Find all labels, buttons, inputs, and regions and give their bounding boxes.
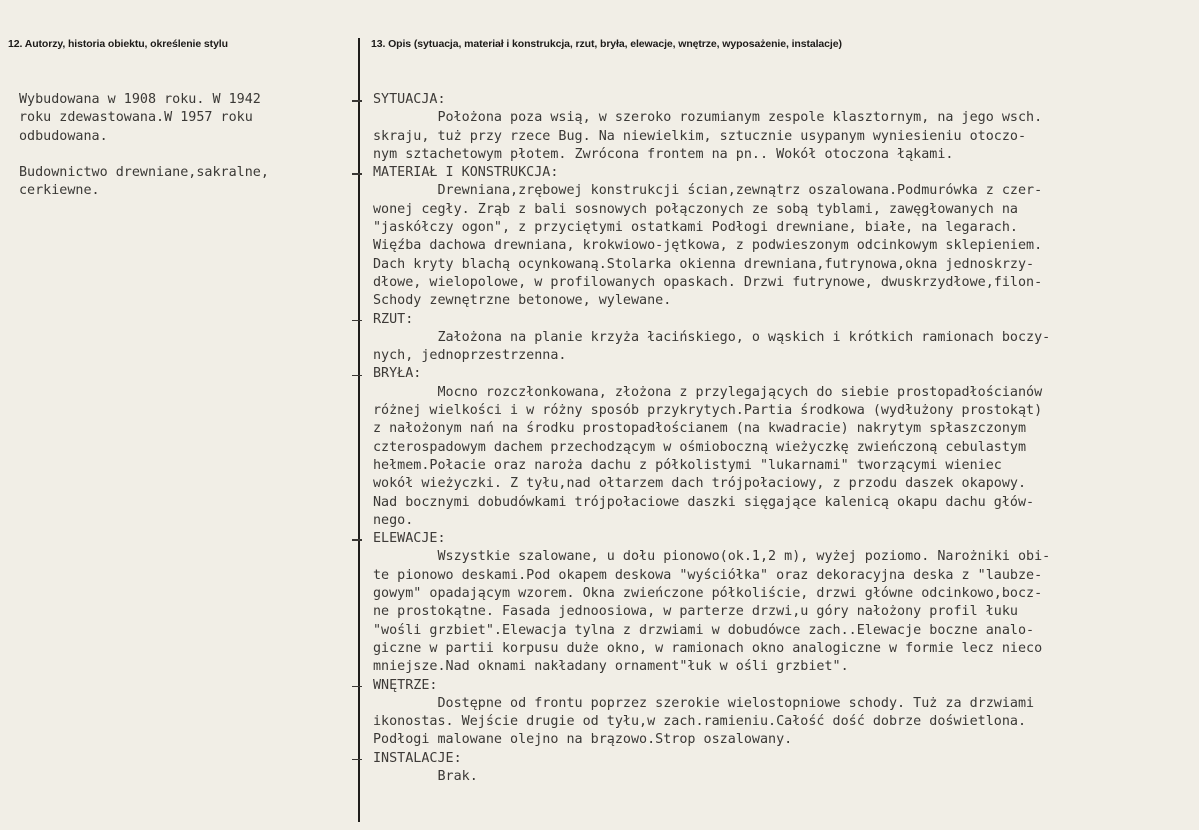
description-line: Założona na planie krzyża łacińskiego, o wąskich i krótkich ramionach boczy-	[373, 329, 1051, 345]
section-marker	[352, 539, 362, 541]
description-line: Położona poza wsią, w szeroko rozumianym zespole klasztornym, na jego wsch.	[373, 110, 1043, 126]
description-line: Drewniana,zrębowej konstrukcji ścian,zewnątrz oszalowana.Podmurówka z czer-	[373, 183, 1043, 199]
description-line: giczne w partii korpusu duże okno, w ramionach okno analogiczne w formie lecz nieco	[373, 640, 1043, 656]
section-marker	[352, 173, 362, 175]
description-line: dłowe, wielopolowe, w profilowanych opaskach. Drzwi futrynowe, dwuskrzydłowe,filon-	[373, 274, 1043, 290]
description-line: BRYŁA:	[373, 366, 422, 382]
section-marker	[352, 375, 362, 377]
description-line: różnej wielkości i w różny sposób przykrytych.Partia środkowa (wydłużony prostokąt)	[373, 403, 1043, 419]
section-12-header: 12. Autorzy, historia obiektu, określenie stylu	[8, 38, 228, 50]
description-line: mniejsze.Nad oknami nakładany ornament"łuk w ośli grzbiet".	[373, 659, 849, 675]
description-line: Mocno rozczłonkowana, złożona z przylegających do siebie prostopadłościanów	[373, 384, 1043, 400]
description-line: MATERIAŁ I KONSTRUKCJA:	[373, 165, 559, 181]
description-line: czterospadowym dachem przechodzącym w ośmioboczną wieżyczkę zwieńczoną cebulastym	[373, 439, 1027, 455]
description-line: skraju, tuż przy rzece Bug. Na niewielkim, sztucznie usypanym wyniesieniu otoczo-	[373, 128, 1027, 144]
column-divider	[358, 38, 360, 822]
section-marker	[352, 320, 362, 322]
description-line: Podłogi malowane olejno na brązowo.Strop oszalowany.	[373, 732, 793, 748]
history-and-style-text	[19, 91, 349, 219]
section-marker	[352, 100, 362, 102]
description-line: nym sztachetowym płotem. Zwrócona frontem na pn.. Wokół otoczona łąkami.	[373, 146, 954, 162]
description-line: "wośli grzbiet".Elewacja tylna z drzwiami w dobudówce zach..Elewacje boczne analo-	[373, 622, 1035, 638]
style-paragraph: Budownictwo drewniane,sakralne, cerkiewne.	[19, 165, 269, 199]
description-line: hełmem.Połacie oraz naroża dachu z półkolistymi "lukarnami" tworzącymi wieniec	[373, 457, 1002, 473]
description-line: Brak.	[373, 768, 478, 784]
description-line: Nad bocznymi dobudówkami trójpołaciowe daszki sięgające kalenicą okapu dachu głów-	[373, 494, 1035, 510]
description-line: Dach kryty blachą ocynkowaną.Stolarka okienna drewniana,futrynowa,okna jednoskrzy-	[373, 256, 1035, 272]
description-line: nego.	[373, 512, 414, 528]
history-paragraph: Wybudowana w 1908 roku. W 1942 roku zdewastowana.W 1957 roku odbudowana.	[19, 92, 261, 144]
description-line: Dostępne od frontu poprzez szerokie wielostopniowe schody. Tuż za drzwiami	[373, 695, 1035, 711]
description-line: nych, jednoprzestrzenna.	[373, 348, 567, 364]
description-line: Wszystkie szalowane, u dołu pionowo(ok.1,2 m), wyżej poziomo. Narożniki obi-	[373, 549, 1051, 565]
description-line: "jaskółczy ogon", z przyciętymi ostatkami Podłogi drewniane, białe, na legarach.	[373, 220, 1018, 236]
description-line: wokół wieżyczki. Z tyłu,nad ołtarzem dach trójpołaciowy, z przodu daszek okapowy.	[373, 476, 1027, 492]
description-text	[373, 91, 1199, 786]
description-line: ne prostokątne. Fasada jednoosiowa, w parterze drzwi,u góry nałożony profil łuku	[373, 604, 1018, 620]
description-line: ikonostas. Wejście drugie od tyłu,w zach.ramieniu.Całość dość dobrze doświetlona.	[373, 714, 1027, 730]
description-line: Schody zewnętrzne betonowe, wylewane.	[373, 293, 672, 309]
description-line: ELEWACJE:	[373, 531, 446, 547]
description-line: SYTUACJA:	[373, 92, 446, 107]
section-13-header: 13. Opis (sytuacja, materiał i konstrukcja, rzut, bryła, elewacje, wnętrze, wyposażenie, instalacje)	[371, 38, 842, 50]
description-line: te pionowo deskami.Pod okapem deskowa "wyściółka" oraz dekoracyjna deska z "laubze-	[373, 567, 1043, 583]
description-line: WNĘTRZE:	[373, 677, 438, 693]
description-line: Więźba dachowa drewniana, krokwiowo-jętkowa, z podwieszonym odcinkowym sklepieniem.	[373, 238, 1043, 254]
description-line: z nałożonym nań na środku prostopadłościanem (na kwadracie) nakrytym spłaszczonym	[373, 421, 1027, 437]
section-marker	[352, 759, 362, 761]
description-line: RZUT:	[373, 311, 414, 327]
description-line: gowym" opadającym wzorem. Okna zwieńczone półkoliście, drzwi główne odcinkowo,bocz-	[373, 586, 1043, 602]
section-marker	[352, 686, 362, 688]
description-line: wonej cegły. Zrąb z bali sosnowych połączonych ze sobą tyblami, zawęgłowanych na	[373, 201, 1018, 217]
description-line: INSTALACJE:	[373, 750, 462, 766]
